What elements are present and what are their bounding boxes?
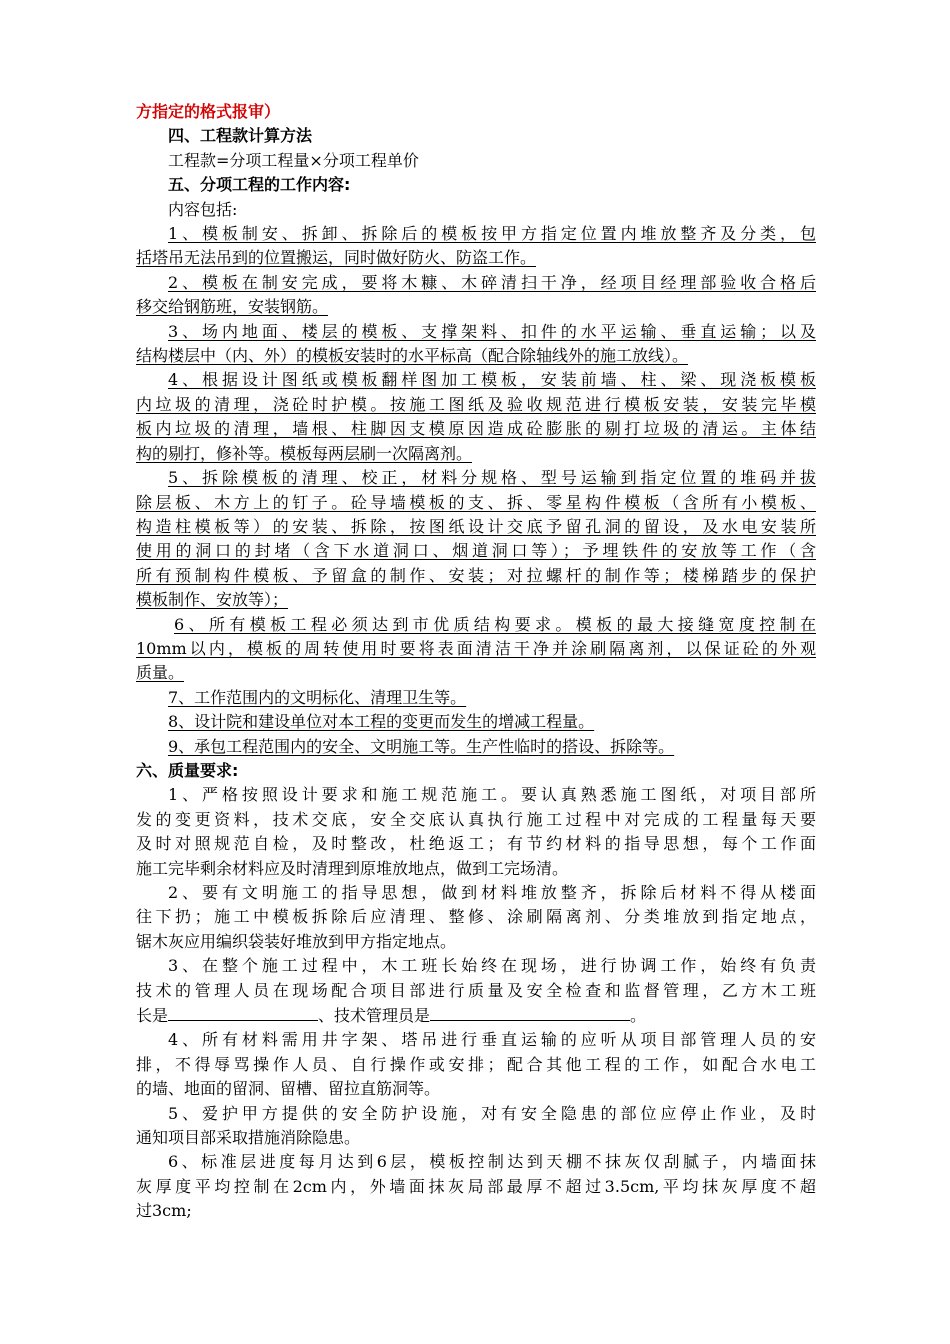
section5-line: 7、工作范围内的文明标化、清理卫生等。 xyxy=(168,687,467,707)
foreman-blank[interactable] xyxy=(168,1003,318,1021)
section6-line: 过3cm; xyxy=(136,1201,192,1221)
section6-line: 通知项目部采取措施消除隐患。 xyxy=(136,1128,361,1148)
section5-line: 内垃圾的清理，浇砼时护模。按施工图纸及验收规范进行模板安装，安装完毕模 xyxy=(136,394,816,414)
section5-line: 8、设计院和建设单位对本工程的变更而发生的增减工程量。 xyxy=(168,712,595,732)
section6-line: 技术的管理人员在现场配合项目部进行质量及安全检查和监督管理，乙方木工班 xyxy=(136,980,816,1000)
leader-end: 。 xyxy=(630,1006,647,1026)
section6-line: 往下扔；施工中模板拆除后应清理、整修、涂刷隔离剂、分类堆放到指定地点， xyxy=(136,907,816,927)
section6-title: 六、质量要求: xyxy=(136,760,239,780)
section5-line: 质量。 xyxy=(136,663,185,683)
section5-line: 4、根据设计图纸或模板翻样图加工模板，安装前墙、柱、梁、现浇板模板 xyxy=(168,370,816,390)
section5-line: 板内垃圾的清理，墙根、柱脚因支模原因造成砼膨胀的剔打垃圾的清运。主体结 xyxy=(136,419,816,439)
section5-line: 构的剔打，修补等。模板每两层刷一次隔离剂。 xyxy=(136,443,473,463)
section6-line: 2、要有文明施工的指导思想，做到材料堆放整齐，拆除后材料不得从楼面 xyxy=(168,883,816,902)
section6-line: 灰厚度平均控制在2cm内，外墙面抹灰局部最厚不超过3.5cm,平均抹灰厚度不超 xyxy=(136,1176,816,1196)
section6-line: 1、严格按照设计要求和施工规范施工。要认真熟悉施工图纸，对项目部所 xyxy=(168,785,816,805)
section6-line: 及时对照规范自检，及时整改，杜绝返工；有节约材料的指导思想，每个工作面 xyxy=(136,834,816,854)
section5-intro: 内容包括: xyxy=(168,199,238,219)
tech-manager-blank[interactable] xyxy=(430,1003,630,1021)
section6-line: 排，不得辱骂操作人员、自行操作或安排；配合其他工程的工作，如配合水电工 xyxy=(136,1054,816,1074)
document-page xyxy=(136,100,816,1224)
section5-line: 10mm以内，模板的周转使用时要将表面清洁干净并涂刷隔离剂，以保证砼的外观 xyxy=(136,638,816,658)
section4-formula: 工程款=分项工程量×分项工程单价 xyxy=(168,150,419,170)
section5-line: 6、所有模板工程必须达到市优质结构要求。模板的最大接缝宽度控制在 xyxy=(174,614,816,634)
section5-line: 所有预制构件模板、予留盒的制作、安装；对拉螺杆的制作等；楼梯踏步的保护 xyxy=(136,565,816,585)
section5-title: 五、分项工程的工作内容: xyxy=(168,175,351,195)
section5-line: 结构楼层中（内、外）的模板安装时的水平标高（配合除轴线外的施工放线）。 xyxy=(136,346,689,366)
section6-line: 5、爱护甲方提供的安全防护设施，对有安全隐患的部位应停止作业，及时 xyxy=(168,1103,816,1123)
section6-line: 施工完毕剩余材料应及时清理到原堆放地点，做到工完场清。 xyxy=(136,858,569,878)
section5-line: 5、拆除模板的清理、校正，材料分规格、型号运输到指定位置的堆码并拔 xyxy=(168,468,816,488)
section6-line: 6、标准层进度每月达到6层，模板控制达到天棚不抹灰仅刮腻子，内墙面抹 xyxy=(168,1152,816,1172)
section5-line: 括塔吊无法吊到的位置搬运，同时做好防火、防盗工作。 xyxy=(136,248,537,268)
section6-line: 发的变更资料，技术交底，安全交底认真执行施工过程中对完成的工程量每天要 xyxy=(136,809,816,829)
section6-line: 3、在整个施工过程中，木工班长始终在现场，进行协调工作，始终有负责 xyxy=(168,956,816,976)
section5-line: 1、模板制安、拆卸、拆除后的模板按甲方指定位置内堆放整齐及分类，包 xyxy=(168,224,816,244)
section5-line: 使用的洞口的封堵（含下水道洞口、烟道洞口等）；予埋铁件的安放等工作（含 xyxy=(136,541,816,561)
section4-title: 四、工程款计算方法 xyxy=(168,126,313,146)
header-tail: 方指定的格式报审） xyxy=(136,102,281,121)
section5-line: 9、承包工程范围内的安全、文明施工等。生产性临时的搭设、拆除等。 xyxy=(168,736,675,756)
section5-line: 3、场内地面、楼层的模板、支撑架料、扣件的水平运输、垂直运输；以及 xyxy=(168,321,816,341)
leader-mid: 、技术管理员是 xyxy=(318,1006,431,1026)
leader-line xyxy=(136,1003,816,1028)
section6-line: 4、所有材料需用井字架、塔吊进行垂直运输的应听从项目部管理人员的安 xyxy=(168,1030,816,1050)
section5-line: 2、模板在制安完成，要将木糠、木碎清扫干净，经项目经理部验收合格后 xyxy=(168,272,816,292)
section6-line: 锯木灰应用编织袋装好堆放到甲方指定地点。 xyxy=(136,931,457,951)
section5-line: 构造柱模板等）的安装、拆除，按图纸设计交底予留孔洞的留设，及水电安装所 xyxy=(136,516,816,536)
section6-line: 的墙、地面的留洞、留槽、留拉直筋洞等。 xyxy=(136,1079,441,1099)
section5-line: 除层板、木方上的钉子。砼导墙模板的支、拆、零星构件模板（含所有小模板、 xyxy=(136,492,816,512)
section5-line: 模板制作、安放等）； xyxy=(136,590,289,610)
leader-prefix: 长是 xyxy=(136,1006,169,1026)
section5-line: 移交给钢筋班，安装钢筋。 xyxy=(136,297,329,317)
